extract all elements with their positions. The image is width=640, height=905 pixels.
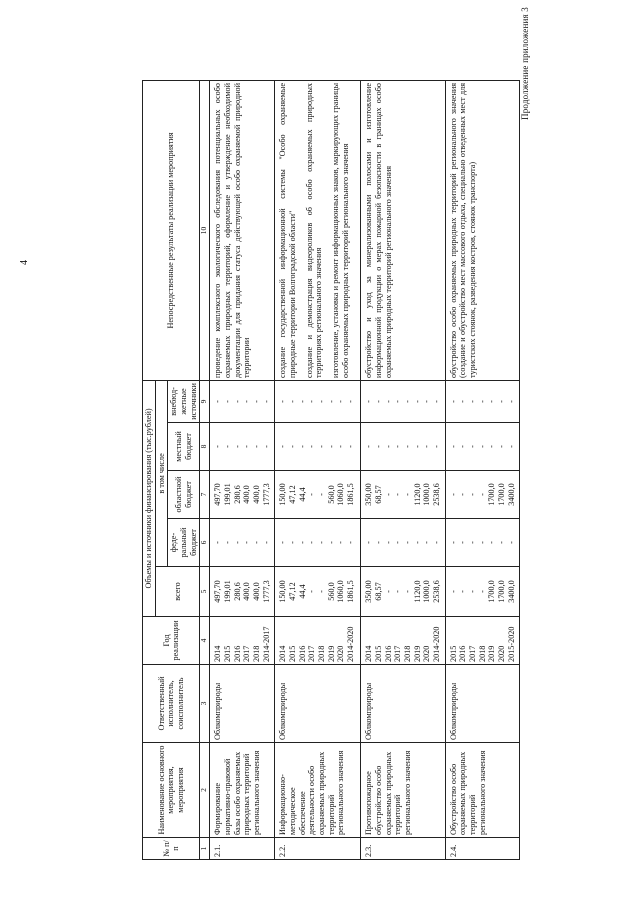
table-row: [210, 81, 275, 860]
row-fed-value: -: [278, 541, 288, 544]
row-ext-value: -: [242, 400, 252, 403]
row-ext-value: -: [213, 400, 223, 403]
row-results: [275, 81, 361, 381]
row-ext-value: -: [232, 400, 242, 403]
result-item: создание и демонстрация видеороликов об особо охраняемых природных территориях регионального значения: [304, 83, 324, 378]
row-fed-value: -: [242, 541, 252, 544]
row-years-value: 2017: [242, 645, 252, 662]
row-loc-value: -: [345, 445, 355, 448]
row-total-value: -: [307, 590, 317, 593]
row-fed-value: -: [431, 541, 441, 544]
row-years-value: 2016: [383, 645, 393, 662]
row-obl-value: 1777,3: [261, 483, 271, 506]
row-fed-value: -: [251, 541, 261, 544]
row-fed-value: -: [448, 541, 458, 544]
row-ext-value: -: [261, 400, 271, 403]
row-loc-value: -: [316, 445, 326, 448]
row-obl-value: 1060,0: [336, 483, 346, 506]
row-years-value: 2014-2020: [431, 626, 441, 662]
row-total-value: -: [402, 590, 412, 593]
row-name: Противопожарное обустройство особо охраняемых природных территорий регионального значения: [361, 743, 445, 838]
row-ext-value: -: [497, 400, 506, 403]
row-obl-value: 1700,0: [497, 483, 506, 506]
row-obl-value: 150,00: [278, 483, 288, 506]
row-total: [361, 567, 445, 617]
row-loc-value: -: [458, 445, 468, 448]
row-obl-value: -: [402, 493, 412, 496]
row-loc: [210, 423, 275, 471]
row-loc-value: -: [278, 445, 288, 448]
row-years-value: 2018: [477, 645, 487, 662]
row-obl-value: 560,0: [326, 485, 336, 504]
row-loc: [445, 423, 520, 471]
row-fed-value: -: [307, 541, 317, 544]
page-number: 4: [19, 260, 30, 265]
result-item: обустройство особо охраняемых природных территорий регионального значения (создание и обустройство мест массового отдыха, специально отведенных мест для туристских стоянок, разведения костров, стоянок транспорта): [448, 83, 477, 378]
row-years-value: 2014: [364, 645, 374, 662]
row-index: 2.3.: [361, 838, 445, 860]
row-fed-value: -: [326, 541, 336, 544]
row-years-value: 2016: [232, 645, 242, 662]
row-years-value: 2016: [458, 645, 468, 662]
row-total-value: 350,00: [364, 580, 374, 603]
row-name: Формирование нормативно-правовой базы особо охраняемых природных территорий регионального значения: [210, 743, 275, 838]
row-total-value: -: [316, 590, 326, 593]
result-item: проведение комплексного экологического обследования потенциальных особо охраняемых природных территорий, оформление и утверждение необходимой документации для придания статуса действующей особо охраняемой природной территории: [213, 83, 252, 378]
row-years-value: 2014-2020: [345, 626, 355, 662]
row-obl-value: -: [458, 493, 468, 496]
row-fed-value: -: [477, 541, 487, 544]
col-number: 6: [200, 519, 210, 567]
table-body: [210, 81, 520, 860]
row-fed-value: -: [345, 541, 355, 544]
row-fed-value: -: [393, 541, 403, 544]
row-fed-value: -: [222, 541, 232, 544]
row-loc-value: -: [213, 445, 223, 448]
row-obl-value: 280,6: [232, 485, 242, 504]
row-ext: [275, 380, 361, 422]
col-number: 4: [200, 617, 210, 665]
row-index: 2.1.: [210, 838, 275, 860]
row-years: [210, 617, 275, 665]
row-index: 2.4.: [445, 838, 520, 860]
col-number: 2: [200, 743, 210, 838]
row-obl-value: 44,4: [297, 487, 307, 502]
row-fed-value: -: [467, 541, 477, 544]
row-total: [210, 567, 275, 617]
row-years-value: 2018: [402, 645, 412, 662]
row-fed-value: -: [297, 541, 307, 544]
row-ext-value: -: [477, 400, 487, 403]
row-total-value: 1700,0: [487, 580, 497, 603]
appendix-note: Продолжение приложения 3: [520, 7, 530, 120]
row-total-value: 44,4: [297, 584, 307, 599]
row-ext-value: -: [393, 400, 403, 403]
row-ext-value: -: [345, 400, 355, 403]
row-total: [275, 567, 361, 617]
row-years: [361, 617, 445, 665]
row-loc-value: -: [364, 445, 374, 448]
row-executor: Облкомприроды: [210, 665, 275, 743]
row-ext: [445, 380, 520, 422]
row-ext-value: -: [383, 400, 393, 403]
row-obl-value: 1000,0: [422, 483, 432, 506]
row-ext-value: -: [467, 400, 477, 403]
row-loc-value: -: [422, 445, 432, 448]
row-results: [361, 81, 445, 381]
row-loc-value: -: [297, 445, 307, 448]
row-years-value: 2017: [307, 645, 317, 662]
header-obl: областной бюджет: [168, 471, 200, 519]
row-ext-value: -: [222, 400, 232, 403]
row-obl-value: -: [316, 493, 326, 496]
row-fed-value: -: [364, 541, 374, 544]
row-obl: [445, 471, 520, 519]
row-years-value: 2015: [373, 645, 383, 662]
row-loc-value: -: [497, 445, 506, 448]
row-ext-value: -: [487, 400, 497, 403]
row-executor: Облкомприроды: [445, 665, 520, 743]
col-number: 8: [200, 423, 210, 471]
row-total: [445, 567, 520, 617]
row-years-value: 2015: [448, 645, 458, 662]
header-total: всего: [155, 567, 200, 617]
row-loc-value: -: [448, 445, 458, 448]
row-years-value: 2014: [278, 645, 288, 662]
row-fed-value: -: [336, 541, 346, 544]
row-total-value: 497,70: [213, 580, 223, 603]
row-total-value: -: [467, 590, 477, 593]
row-years-value: 2019: [326, 645, 336, 662]
row-obl-value: 199,01: [222, 483, 232, 506]
row-loc-value: -: [412, 445, 422, 448]
row-loc-value: -: [383, 445, 393, 448]
row-years-value: 2019: [487, 645, 497, 662]
row-loc-value: -: [393, 445, 403, 448]
result-item: создание государственной информационной системы "Особо охраняемые природные территории Волгоградской области": [278, 83, 297, 378]
row-years: [275, 617, 361, 665]
col-number: 9: [200, 380, 210, 422]
row-loc: [361, 423, 445, 471]
col-number: 3: [200, 665, 210, 743]
row-fed-value: -: [487, 541, 497, 544]
row-name: Информационно-методическое обеспечение деятельности особо охраняемых природных территорий регионального значения: [275, 743, 361, 838]
table-row: [275, 81, 361, 860]
row-fed-value: -: [287, 541, 297, 544]
row-fed-value: -: [213, 541, 223, 544]
col-number: 7: [200, 471, 210, 519]
header-loc: местный бюджет: [168, 423, 200, 471]
row-fed: [361, 519, 445, 567]
row-loc-value: -: [326, 445, 336, 448]
row-obl-value: 1861,5: [345, 483, 355, 506]
program-table: [142, 80, 520, 860]
row-ext-value: -: [297, 400, 307, 403]
row-years-value: 2018: [316, 645, 326, 662]
row-total-value: 199,01: [222, 580, 232, 603]
row-ext: [361, 380, 445, 422]
result-item: изготовление, установка и ремонт информационных знаков, маркирующих границы особо охраняемых природных территорий регионального значения: [330, 83, 350, 378]
row-fed-value: -: [497, 541, 506, 544]
row-total-value: 560,0: [326, 582, 336, 601]
row-ext-value: -: [506, 400, 516, 403]
row-ext-value: -: [431, 400, 441, 403]
row-years: [445, 617, 520, 665]
header-idx: № п/п: [143, 838, 200, 860]
row-total-value: 1000,0: [422, 580, 432, 603]
row-loc-value: -: [431, 445, 441, 448]
row-years-value: 2017: [467, 645, 477, 662]
row-loc-value: -: [506, 445, 516, 448]
row-obl-value: 68,57: [373, 485, 383, 504]
row-loc-value: -: [242, 445, 252, 448]
row-years-value: 2020: [336, 645, 346, 662]
row-fed-value: -: [422, 541, 432, 544]
row-fed-value: -: [232, 541, 242, 544]
row-total-value: 2538,6: [431, 580, 441, 603]
header-ext: внебюд-жетные источники: [168, 380, 200, 422]
header-executor: Ответственный исполнитель, соисполнитель: [143, 665, 200, 743]
row-loc-value: -: [251, 445, 261, 448]
row-ext-value: -: [402, 400, 412, 403]
row-total-value: 280,6: [232, 582, 242, 601]
row-years-value: 2014: [213, 645, 223, 662]
row-obl-value: -: [393, 493, 403, 496]
row-total-value: 400,0: [251, 582, 261, 601]
row-ext-value: -: [412, 400, 422, 403]
row-obl-value: 400,0: [242, 485, 252, 504]
result-item: обустройство и уход за минерализованными полосами и изготовление информационной продукции о мерах пожарной безопасности в границах особо охраняемых природных территорий регионального значения: [364, 83, 393, 378]
row-obl-value: -: [477, 493, 487, 496]
row-fed: [210, 519, 275, 567]
row-years-value: 2020: [497, 645, 506, 662]
row-years-value: 2017: [393, 645, 403, 662]
row-loc-value: -: [477, 445, 487, 448]
row-obl-value: 3400,0: [506, 483, 516, 506]
row-total-value: 1060,0: [336, 580, 346, 603]
row-results: [445, 81, 520, 381]
row-obl-value: 47,12: [287, 485, 297, 504]
row-obl-value: 497,70: [213, 483, 223, 506]
row-loc-value: -: [261, 445, 271, 448]
table-row: [445, 81, 520, 860]
row-obl-value: 1700,0: [487, 483, 497, 506]
row-obl-value: 2538,6: [431, 483, 441, 506]
row-obl-value: 350,00: [364, 483, 374, 506]
col-number: 1: [200, 838, 210, 860]
header-finance-group: Объемы и источники финансирования (тыс.рублей): [143, 380, 156, 616]
row-obl-value: 1120,0: [412, 483, 422, 506]
row-total-value: -: [458, 590, 468, 593]
row-fed-value: -: [383, 541, 393, 544]
row-loc-value: -: [467, 445, 477, 448]
header-result: Непосредственные результаты реализации мероприятия: [143, 81, 200, 381]
row-obl-value: -: [307, 493, 317, 496]
row-total-value: 3400,0: [506, 580, 516, 603]
row-total-value: -: [477, 590, 487, 593]
row-ext-value: -: [458, 400, 468, 403]
row-loc-value: -: [373, 445, 383, 448]
row-loc-value: -: [232, 445, 242, 448]
row-fed-value: -: [316, 541, 326, 544]
row-total-value: 150,00: [278, 580, 288, 603]
row-total-value: 400,0: [242, 582, 252, 601]
row-ext-value: -: [326, 400, 336, 403]
row-total-value: 1120,0: [412, 580, 422, 603]
row-total-value: -: [383, 590, 393, 593]
col-number: 5: [200, 567, 210, 617]
row-years-value: 2018: [251, 645, 261, 662]
header-name: Наименование основного мероприятия, мероприятия: [143, 743, 200, 838]
row-loc-value: -: [402, 445, 412, 448]
row-years-value: 2014-2017: [261, 626, 271, 662]
row-total-value: 1777,3: [261, 580, 271, 603]
row-fed: [275, 519, 361, 567]
row-loc-value: -: [287, 445, 297, 448]
row-years-value: 2020: [422, 645, 432, 662]
row-fed: [445, 519, 520, 567]
row-results: [210, 81, 275, 381]
row-fed-value: -: [261, 541, 271, 544]
row-ext-value: -: [251, 400, 261, 403]
row-ext-value: -: [373, 400, 383, 403]
row-executor: Облкомприроды: [275, 665, 361, 743]
row-fed-value: -: [412, 541, 422, 544]
row-ext-value: -: [307, 400, 317, 403]
row-total-value: 1700,0: [497, 580, 506, 603]
row-obl: [275, 471, 361, 519]
row-total-value: -: [448, 590, 458, 593]
row-obl: [210, 471, 275, 519]
row-years-value: 2015: [222, 645, 232, 662]
row-fed-value: -: [458, 541, 468, 544]
col-number: 10: [200, 81, 210, 381]
row-fed-value: -: [506, 541, 516, 544]
row-ext: [210, 380, 275, 422]
row-name: Обустройство особо охраняемых природных территорий регионального значения: [445, 743, 520, 838]
row-loc-value: -: [487, 445, 497, 448]
row-obl: [361, 471, 445, 519]
row-ext-value: -: [316, 400, 326, 403]
row-total-value: -: [393, 590, 403, 593]
row-ext-value: -: [448, 400, 458, 403]
row-obl-value: -: [448, 493, 458, 496]
row-years-value: 2019: [412, 645, 422, 662]
row-total-value: 47,12: [287, 582, 297, 601]
row-years-value: 2016: [297, 645, 307, 662]
row-fed-value: -: [373, 541, 383, 544]
row-fed-value: -: [402, 541, 412, 544]
row-ext-value: -: [287, 400, 297, 403]
row-obl-value: 400,0: [251, 485, 261, 504]
row-executor: Облкомприроды: [361, 665, 445, 743]
row-loc: [275, 423, 361, 471]
row-loc-value: -: [222, 445, 232, 448]
header-incl: в том числе: [155, 380, 168, 566]
row-ext-value: -: [336, 400, 346, 403]
row-total-value: 1861,5: [345, 580, 355, 603]
row-total-value: 68,57: [373, 582, 383, 601]
row-ext-value: -: [278, 400, 288, 403]
row-years-value: 2015: [287, 645, 297, 662]
column-number-row: [200, 81, 210, 860]
row-index: 2.2.: [275, 838, 361, 860]
table-row: [361, 81, 445, 860]
row-loc-value: -: [307, 445, 317, 448]
rotated-page: [142, 80, 640, 860]
header-fed: феде-ральный бюджет: [168, 519, 200, 567]
row-ext-value: -: [422, 400, 432, 403]
row-loc-value: -: [336, 445, 346, 448]
row-obl-value: -: [467, 493, 477, 496]
header-year: Год реализации: [143, 617, 200, 665]
row-obl-value: -: [383, 493, 393, 496]
row-ext-value: -: [364, 400, 374, 403]
row-years-value: 2015-2020: [506, 626, 516, 662]
